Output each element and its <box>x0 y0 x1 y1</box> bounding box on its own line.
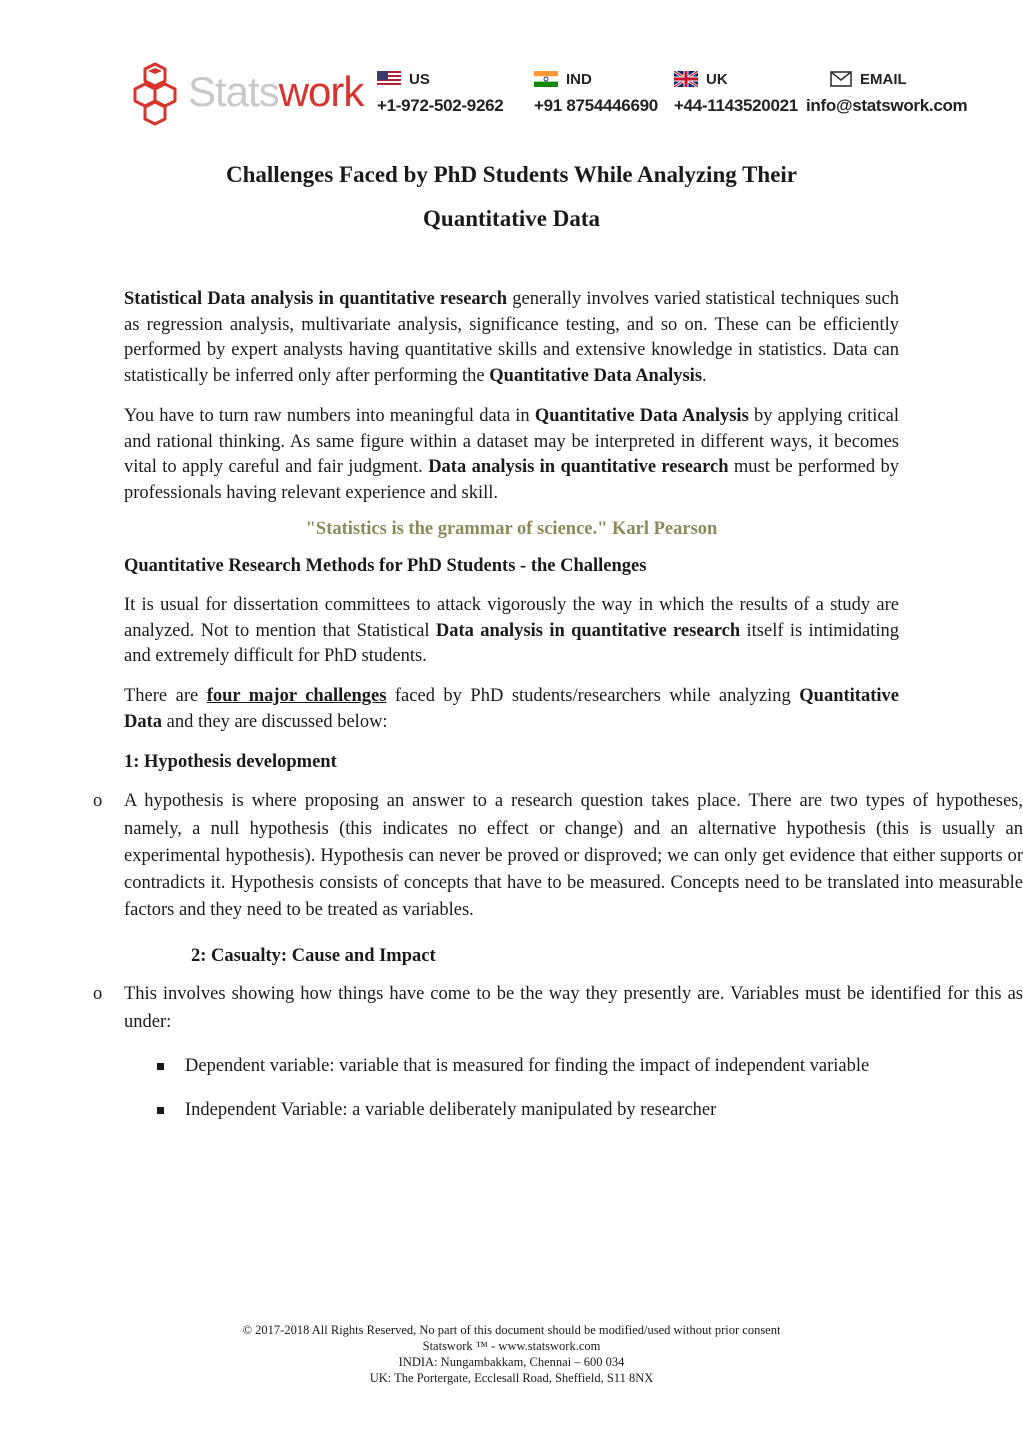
envelope-icon <box>830 71 852 87</box>
page-footer <box>0 1322 1023 1386</box>
logo-wordmark: Statswork <box>188 68 364 115</box>
ind-phone[interactable]: +91 8754446690 <box>534 96 658 115</box>
paragraph-3: It is usual for dissertation committees to attack vigorously the way in which the results of a study are analyzed. Not to mention that Statistical Data analysis in quantitative research itself is intimidating and extremely difficult for PhD students. <box>124 595 899 667</box>
email-address[interactable]: info@statswork.com <box>806 96 968 115</box>
cubes-logo-icon <box>133 60 189 126</box>
paragraph-2: You have to turn raw numbers into meaningful data in Quantitative Data Analysis by applying critical and rational thinking. As same figure within a dataset may be interpreted in different ways, it becomes vital to apply careful and fair judgment. Data analysis in quantitative research must be performed by professionals having relevant experience and skill. <box>124 405 899 503</box>
challenge-2-heading: 2: Casualty: Cause and Impact <box>191 945 436 966</box>
paragraph-4: There are four major challenges faced by PhD students/researchers while analyzing Quantitative Data and they are discussed below: <box>124 686 899 732</box>
contact-uk: UK +44-1143520021 <box>674 70 798 115</box>
section-heading: Quantitative Research Methods for PhD Students - the Challenges <box>124 556 647 577</box>
statswork-logo[interactable] <box>133 60 364 126</box>
challenge-1-heading: 1: Hypothesis development <box>124 751 337 772</box>
contact-email: EMAIL info@statswork.com <box>806 70 968 115</box>
us-flag-icon <box>377 71 401 87</box>
challenge-1-item: o A hypothesis is where proposing an answer to a research question takes place. There are two types of hypotheses, namely, a null hypothesis (this indicates no effect or change) and an alternative hypothesis (this is usually an experimental hypothesis). Hypothesis can never be proved or disproved; we can only get evidence that either supports or contradicts it. Hypothesis consists of concepts that have to be measured. Concepts need to be translated into measurable factors and they need to be treated as variables. <box>0 788 1023 924</box>
uk-flag-icon <box>674 71 698 87</box>
contact-us: US +1-972-502-9262 <box>377 70 504 115</box>
four-challenges-link[interactable]: four major challenges <box>206 686 387 707</box>
circle-bullet-icon: o <box>93 791 103 812</box>
document-title-line1: Challenges Faced by PhD Students While Analyzing Their <box>225 162 798 187</box>
india-flag-icon <box>534 71 558 87</box>
document-title-line2: Quantitative Data <box>423 206 600 231</box>
circle-bullet-icon: o <box>93 984 103 1005</box>
letterhead <box>0 0 1023 140</box>
challenge-2-item: o This involves showing how things have come to be the way they presently are. Variables must be identified for this as under: <box>0 981 1023 1036</box>
contact-ind: IND +91 8754446690 <box>534 70 658 115</box>
document-body <box>93 287 1023 1125</box>
us-phone[interactable]: +1-972-502-9262 <box>377 96 504 115</box>
uk-phone[interactable]: +44-1143520021 <box>674 96 798 115</box>
sub-list-item: Dependent variable: variable that is measured for finding the impact of independent variable <box>0 1053 1023 1080</box>
sub-list-item: Independent Variable: a variable deliberately manipulated by researcher <box>0 1097 1023 1124</box>
india-address: INDIA: Nungambakkam, Chennai – 600 034 <box>398 1355 625 1369</box>
uk-address: UK: The Portergate, Ecclesall Road, Sheffield, S11 8NX <box>369 1371 654 1385</box>
square-bullet-icon <box>157 1107 164 1114</box>
square-bullet-icon <box>157 1063 164 1070</box>
website-line[interactable]: Statswork ™ - www.statswork.com <box>422 1339 601 1353</box>
intro-paragraph: Statistical Data analysis in quantitative research generally involves varied statistical techniques such as regression analysis, multivariate analysis, significance testing, and so on. These can be efficiently performed by expert analysts having quantitative skills and extensive knowledge in statistics. Data can statistically be inferred only after performing the Quantitative Data Analysis. <box>124 289 900 387</box>
copyright-line: © 2017-2018 All Rights Reserved, No part of this document should be modified/used without prior consent <box>242 1323 781 1337</box>
pearson-quote: "Statistics is the grammar of science." Karl Pearson <box>305 518 718 539</box>
